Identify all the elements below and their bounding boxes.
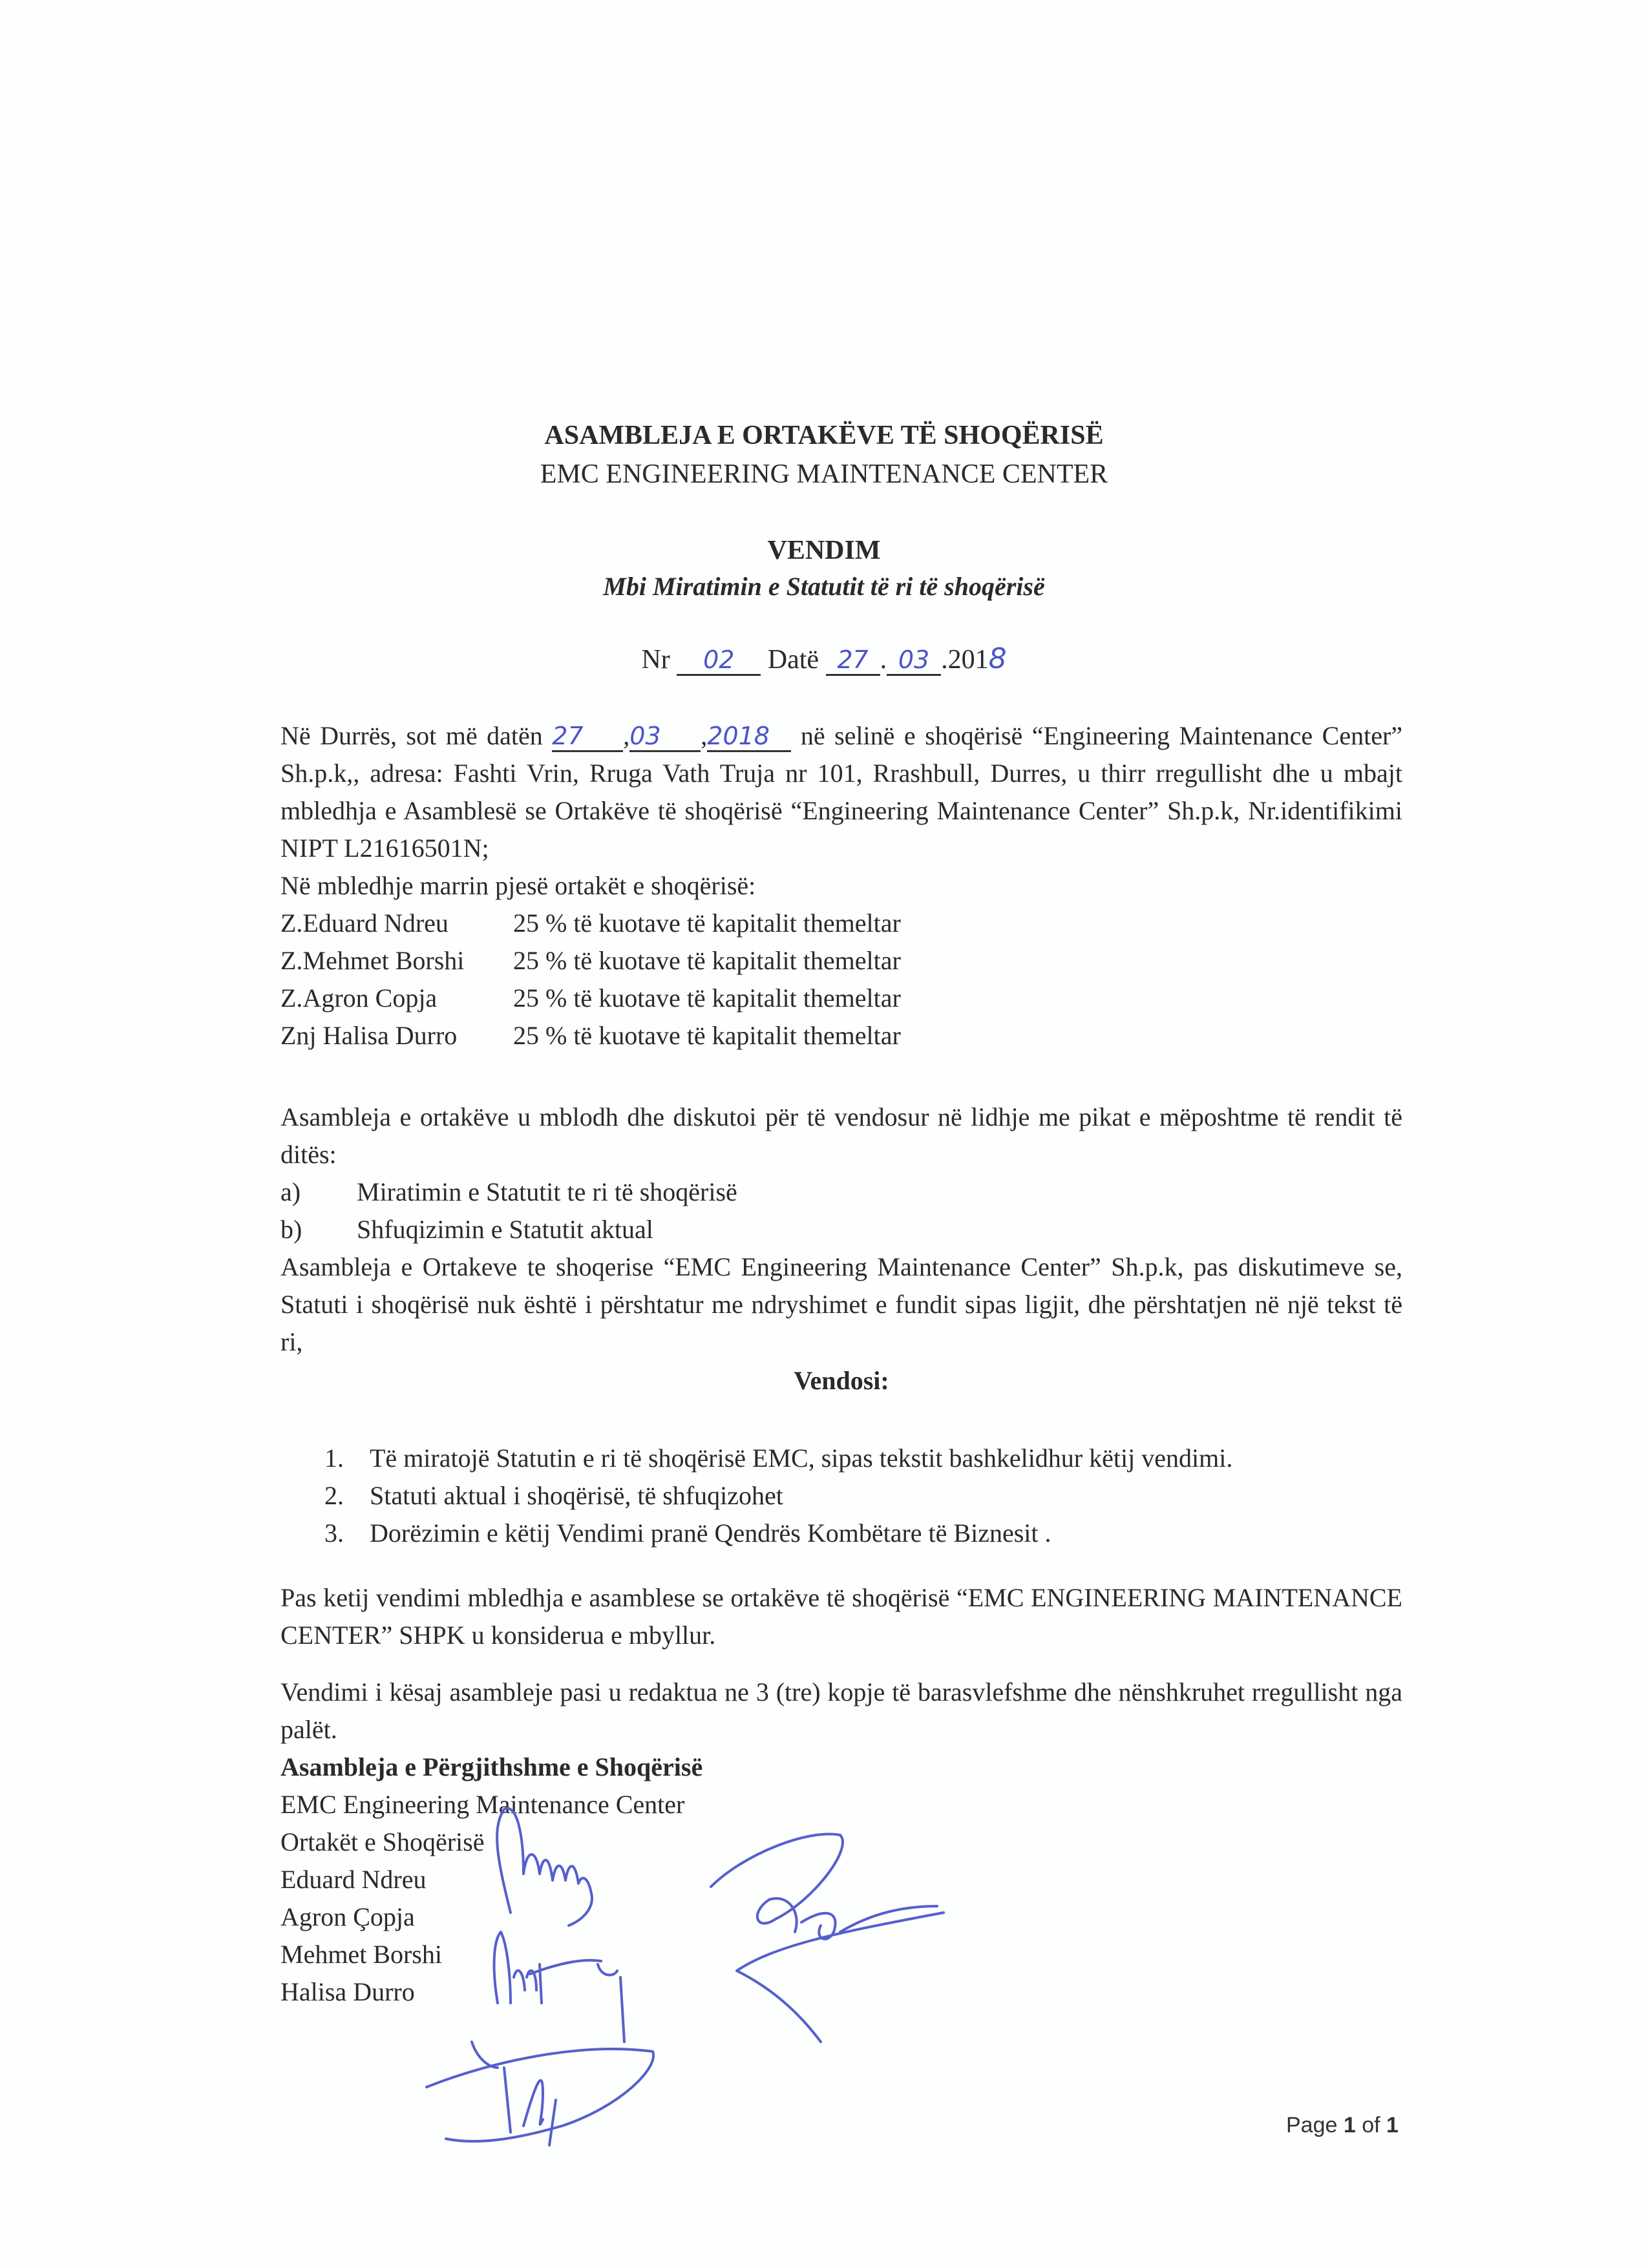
intro-prefix: Në Durrës, sot më datën xyxy=(280,721,543,750)
decision-item-text: Dorëzimin e këtij Vendimi pranë Qendrës Kombëtare të Biznesit . xyxy=(370,1518,1051,1548)
decision-item-number: 3. xyxy=(324,1518,344,1548)
agenda-item xyxy=(280,1211,1402,1248)
page-prefix: Page xyxy=(1286,2113,1338,2137)
signature-partners-label: Ortakët e Shoqërisë xyxy=(280,1827,485,1856)
decision-heading: Vendosi: xyxy=(794,1366,889,1395)
reasoning-paragraph: Asambleja e Ortakeve te shoqerise “EMC Engineering Maintenance Center” Sh.p.k, pas diskutimeve se, Statuti i shoqërisë nuk është i përshtatur me ndryshimet e fundit sipas ligjit, dhe përshtatjen në një tekst të ri, xyxy=(280,1252,1402,1356)
agenda-item-label: b) xyxy=(280,1215,302,1244)
agenda-item-text: Miratimin e Statutit te ri të shoqërisë xyxy=(357,1177,737,1206)
page-total: 1 xyxy=(1386,2113,1399,2137)
nr-label: Nr xyxy=(641,645,670,675)
company-name: EMC ENGINEERING MAINTENANCE CENTER xyxy=(540,459,1108,489)
partner-row xyxy=(280,980,1402,1017)
partner-row xyxy=(280,1017,1402,1055)
signatory-name: Halisa Durro xyxy=(280,1977,415,2006)
assembly-title: ASAMBLEJA E ORTAKËVE TË SHOQËRISË xyxy=(544,421,1104,450)
decision-item-text: Statuti aktual i shoqërisë, të shfuqizohet xyxy=(370,1481,783,1510)
nr-value: 02 xyxy=(677,646,761,676)
reference-line xyxy=(0,642,1648,676)
comma: , xyxy=(701,721,708,750)
signature-block xyxy=(280,1748,1402,2011)
signature-halisa-durro xyxy=(427,2042,653,2145)
participants-intro: Në mbledhje marrin pjesë ortakët e shoqërisë: xyxy=(280,871,756,900)
date-label: Datë xyxy=(767,645,819,675)
decision-list xyxy=(280,1440,1402,1552)
agenda-item-text: Shfuqizimin e Statutit aktual xyxy=(357,1215,653,1244)
agenda-list xyxy=(280,1173,1402,1248)
date-day: 27 xyxy=(826,646,880,676)
signatory-name: Mehmet Borshi xyxy=(280,1940,442,1969)
partner-share: 25 % të kuotave të kapitalit themeltar xyxy=(513,983,901,1013)
decision-item xyxy=(280,1477,1402,1515)
signatory-name: Eduard Ndreu xyxy=(280,1865,427,1894)
closing-paragraph: Pas ketij vendimi mbledhja e asamblese se ortakëve të shoqërisë “EMC ENGINEERING MAINTENANCE CENTER” SHPK u konsiderua e mbyllur. xyxy=(280,1583,1402,1650)
partner-name: Z.Mehmet Borshi xyxy=(280,946,465,975)
comma: , xyxy=(623,721,630,750)
agenda-item-label: a) xyxy=(280,1177,301,1206)
decision-item xyxy=(280,1440,1402,1477)
intro-month: 03 xyxy=(629,722,701,752)
date-year-prefix: .201 xyxy=(941,645,989,675)
partner-share: 25 % të kuotave të kapitalit themeltar xyxy=(513,1021,901,1050)
signature-heading: Asambleja e Përgjithshme e Shoqërisë xyxy=(280,1752,703,1781)
date-dot: . xyxy=(880,645,887,675)
partners-list xyxy=(280,905,1402,1055)
signatory-name: Agron Çopja xyxy=(280,1902,415,1931)
date-year-digit: 8 xyxy=(988,642,1007,675)
partner-name: Znj Halisa Durro xyxy=(280,1021,458,1050)
page-number xyxy=(1286,2113,1399,2138)
decision-item xyxy=(280,1515,1402,1552)
page-of: of xyxy=(1362,2113,1380,2137)
partner-share: 25 % të kuotave të kapitalit themeltar xyxy=(513,908,901,938)
intro-day: 27 xyxy=(552,722,623,752)
page-current: 1 xyxy=(1343,2113,1356,2137)
copies-paragraph: Vendimi i kësaj asambleje pasi u redaktua ne 3 (tre) kopje të barasvlefshme dhe nënshkruhet rregullisht nga palët. xyxy=(280,1677,1402,1744)
document-type: VENDIM xyxy=(767,536,881,565)
decision-item-number: 1. xyxy=(324,1444,344,1473)
partner-row xyxy=(280,942,1402,980)
document-subject: Mbi Miratimin e Statutit të ri të shoqërisë xyxy=(603,572,1045,601)
agenda-item xyxy=(280,1173,1402,1211)
partner-name: Z.Agron Copja xyxy=(280,983,438,1013)
decision-item-text: Të miratojë Statutin e ri të shoqërisë EMC, sipas tekstit bashkelidhur këtij vendimi. xyxy=(370,1444,1233,1473)
signature-company: EMC Engineering Maintenance Center xyxy=(280,1790,685,1819)
partner-name: Z.Eduard Ndreu xyxy=(280,908,449,938)
partner-row xyxy=(280,905,1402,942)
intro-year: 2018 xyxy=(707,722,791,752)
decision-item-number: 2. xyxy=(324,1481,344,1510)
date-month: 03 xyxy=(887,646,941,676)
partner-share: 25 % të kuotave të kapitalit themeltar xyxy=(513,946,901,975)
intro-paragraph xyxy=(280,717,1402,867)
intro-text: në selinë e shoqërisë “Engineering Maintenance Center” Sh.p.k,, adresa: Fashti Vrin, Rruga Vath Truja nr 101, Rrashbull, Durres, u thirr rregullisht dhe u mbajt mbledhja e Asamblesë se Ortakëve të shoqërisë “Engineering Maintenance Center” Sh.p.k, Nr.identifikimi NIPT L21616501N; xyxy=(280,721,1403,863)
agenda-intro: Asambleja e ortakëve u mblodh dhe diskutoi për të vendosur në lidhje me pikat e mëposhtme të rendit të ditës: xyxy=(280,1102,1402,1169)
